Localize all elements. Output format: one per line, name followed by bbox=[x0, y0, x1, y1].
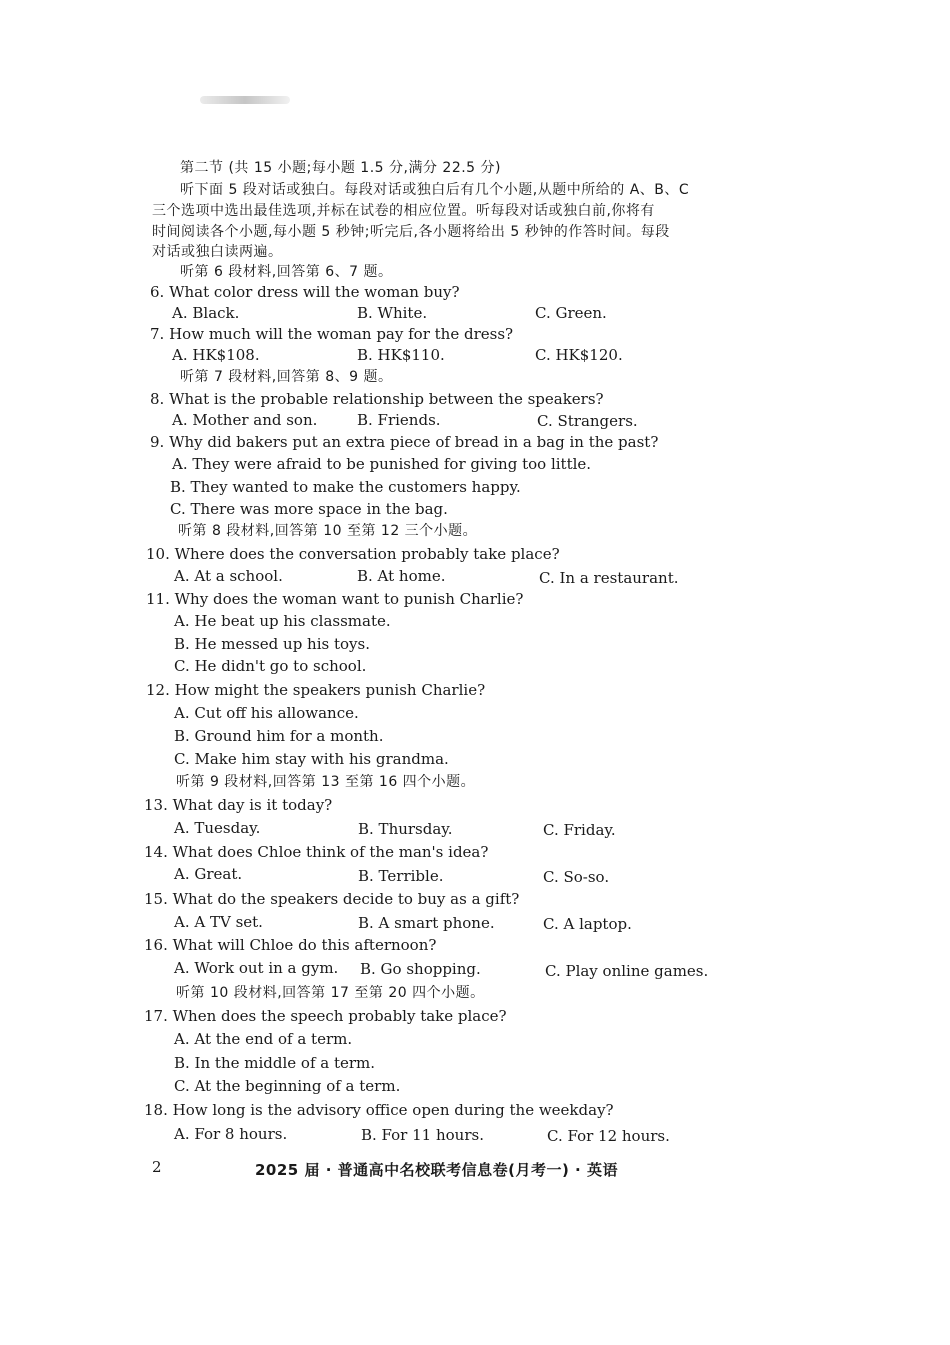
section-heading: 第二节 (共 15 小题;每小题 1.5 分,满分 22.5 分) bbox=[180, 160, 501, 176]
option-a: A. They were afraid to be punished for giving too little. bbox=[172, 455, 592, 473]
group-instruction: 听第 8 段材料,回答第 10 至第 12 三个小题。 bbox=[178, 523, 478, 539]
option-b: B. Go shopping. bbox=[360, 960, 481, 978]
option-c: C. So-so. bbox=[543, 868, 610, 886]
option-c: C. Green. bbox=[535, 304, 607, 322]
question-11: 11. Why does the woman want to punish Charlie? bbox=[146, 590, 524, 608]
group-instruction: 听第 6 段材料,回答第 6、7 题。 bbox=[180, 264, 393, 280]
option-c: C. In a restaurant. bbox=[539, 569, 679, 587]
option-b: B. Friends. bbox=[357, 411, 441, 429]
option-b: B. In the middle of a term. bbox=[174, 1054, 376, 1072]
option-c: C. He didn't go to school. bbox=[174, 657, 367, 675]
option-b: B. HK$110. bbox=[357, 346, 445, 364]
option-c: C. For 12 hours. bbox=[547, 1127, 670, 1145]
option-b: B. A smart phone. bbox=[358, 914, 495, 932]
option-a: A. Cut off his allowance. bbox=[174, 704, 359, 722]
option-c: C. Play online games. bbox=[545, 962, 709, 980]
option-b: B. White. bbox=[357, 304, 428, 322]
question-10: 10. Where does the conversation probably take place? bbox=[146, 545, 560, 563]
option-b: B. For 11 hours. bbox=[361, 1126, 484, 1144]
option-a: A. Great. bbox=[174, 865, 243, 883]
intro-line-1: 听下面 5 段对话或独白。每段对话或独白后有几个小题,从题中所给的 A、B、C bbox=[180, 182, 690, 198]
option-c: C. Strangers. bbox=[537, 412, 638, 430]
option-a: A. A TV set. bbox=[174, 913, 263, 931]
exam-footer-title: 2025 届 · 普通高中名校联考信息卷(月考一) · 英语 bbox=[255, 1161, 618, 1179]
question-6: 6. What color dress will the woman buy? bbox=[150, 283, 460, 301]
option-a: A. For 8 hours. bbox=[174, 1125, 288, 1143]
option-c: C. HK$120. bbox=[535, 346, 623, 364]
page-number: 2 bbox=[152, 1158, 162, 1176]
intro-line-2: 三个选项中选出最佳选项,并标在试卷的相应位置。听每段对话或独白前,你将有 bbox=[152, 203, 655, 219]
option-b: B. Terrible. bbox=[358, 867, 444, 885]
option-a: A. Tuesday. bbox=[174, 819, 261, 837]
option-c: C. There was more space in the bag. bbox=[170, 500, 448, 518]
question-12: 12. How might the speakers punish Charlie? bbox=[146, 681, 486, 699]
question-16: 16. What will Chloe do this afternoon? bbox=[144, 936, 437, 954]
option-a: A. Black. bbox=[172, 304, 240, 322]
option-c: C. At the beginning of a term. bbox=[174, 1077, 401, 1095]
option-c: C. A laptop. bbox=[543, 915, 632, 933]
option-a: A. HK$108. bbox=[172, 346, 260, 364]
question-17: 17. When does the speech probably take place? bbox=[144, 1007, 507, 1025]
group-instruction: 听第 7 段材料,回答第 8、9 题。 bbox=[180, 369, 393, 385]
option-b: B. They wanted to make the customers happy. bbox=[170, 478, 521, 496]
question-8: 8. What is the probable relationship between the speakers? bbox=[150, 390, 604, 408]
question-15: 15. What do the speakers decide to buy as a gift? bbox=[144, 890, 520, 908]
intro-line-3: 时间阅读各个小题,每小题 5 秒钟;听完后,各小题将给出 5 秒钟的作答时间。每段 bbox=[152, 224, 670, 240]
option-c: C. Friday. bbox=[543, 821, 616, 839]
question-7: 7. How much will the woman pay for the dress? bbox=[150, 325, 514, 343]
option-a: A. At the end of a term. bbox=[174, 1030, 353, 1048]
option-a: A. Work out in a gym. bbox=[174, 959, 339, 977]
option-a: A. Mother and son. bbox=[172, 411, 318, 429]
scan-smudge bbox=[200, 96, 290, 104]
option-b: B. At home. bbox=[357, 567, 446, 585]
question-14: 14. What does Chloe think of the man's idea? bbox=[144, 843, 489, 861]
option-a: A. At a school. bbox=[174, 567, 283, 585]
option-b: B. Thursday. bbox=[358, 820, 453, 838]
option-b: B. He messed up his toys. bbox=[174, 635, 370, 653]
intro-line-4: 对话或独白读两遍。 bbox=[152, 244, 283, 260]
group-instruction: 听第 10 段材料,回答第 17 至第 20 四个小题。 bbox=[176, 985, 485, 1001]
question-9: 9. Why did bakers put an extra piece of bread in a bag in the past? bbox=[150, 433, 659, 451]
option-a: A. He beat up his classmate. bbox=[174, 612, 391, 630]
option-b: B. Ground him for a month. bbox=[174, 727, 384, 745]
question-13: 13. What day is it today? bbox=[144, 796, 333, 814]
question-18: 18. How long is the advisory office open during the weekday? bbox=[144, 1101, 614, 1119]
group-instruction: 听第 9 段材料,回答第 13 至第 16 四个小题。 bbox=[176, 774, 476, 790]
option-c: C. Make him stay with his grandma. bbox=[174, 750, 449, 768]
